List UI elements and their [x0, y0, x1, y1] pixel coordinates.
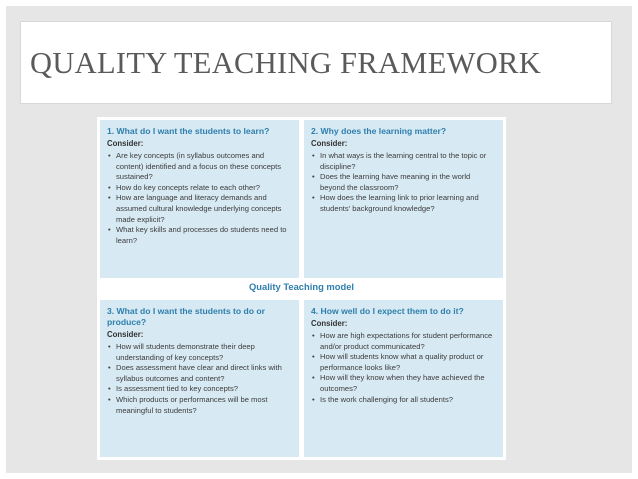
- quadrant-3: [100, 300, 299, 457]
- quadrant-heading: 2. Why does the learning matter?: [311, 126, 447, 136]
- list-item: • Is assessment tied to key concepts?: [107, 384, 293, 395]
- list-item: • How will students know what a quality product or performance looks like?: [311, 352, 497, 373]
- list-item: • Which products or performances will be most meaningful to students?: [107, 395, 293, 416]
- quality-teaching-figure: [97, 117, 506, 460]
- list-item: • How will they know when they have achieved the outcomes?: [311, 373, 497, 394]
- quadrant-4: [304, 300, 503, 457]
- quadrant-heading: 4. How well do I expect them to do it?: [311, 306, 464, 316]
- quadrant-heading: 3. What do I want the students to do or produce?: [107, 306, 266, 327]
- list-item: • How are language and literacy demands and assumed cultural knowledge underlying concepts made explicit?: [107, 193, 293, 225]
- list-item: • How are high expectations for student performance and/or product communicated?: [311, 331, 497, 352]
- consider-label: Consider:: [311, 139, 348, 148]
- bullet-list: [311, 331, 497, 405]
- list-item: • How does the learning link to prior learning and students' background knowledge?: [311, 193, 497, 214]
- list-item: • How do key concepts relate to each other?: [107, 183, 293, 194]
- consider-label: Consider:: [107, 139, 144, 148]
- model-label: Quality Teaching model: [248, 281, 355, 292]
- list-item: • How will students demonstrate their deep understanding of key concepts?: [107, 342, 293, 363]
- quadrant-1: [100, 120, 299, 278]
- consider-label: Consider:: [311, 319, 348, 328]
- slide-title: QUALITY TEACHING FRAMEWORK: [30, 46, 542, 80]
- list-item: • In what ways is the learning central to the topic or discipline?: [311, 151, 497, 172]
- bullet-list: [107, 151, 293, 246]
- list-item: • Are key concepts (in syllabus outcomes and content) identified and a focus on these concepts sustained?: [107, 151, 293, 183]
- list-item: • Does the learning have meaning in the world beyond the classroom?: [311, 172, 497, 193]
- list-item: • Is the work challenging for all students?: [311, 395, 497, 406]
- quadrant-2: [304, 120, 503, 278]
- consider-label: Consider:: [107, 330, 144, 339]
- list-item: • What key skills and processes do students need to learn?: [107, 225, 293, 246]
- list-item: • Does assessment have clear and direct links with syllabus outcomes and content?: [107, 363, 293, 384]
- bullet-list: [107, 342, 293, 416]
- bullet-list: [311, 151, 497, 215]
- quadrant-heading: 1. What do I want the students to learn?: [107, 126, 270, 136]
